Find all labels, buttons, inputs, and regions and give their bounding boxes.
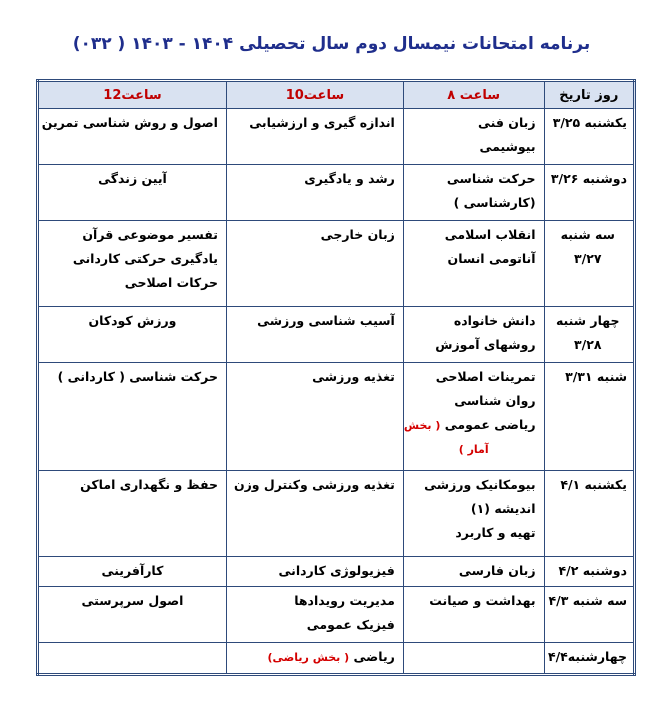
course: تمرینات اصلاحی xyxy=(435,369,536,384)
course: (کارشناسی ) xyxy=(453,195,536,210)
course: دانش خانواده xyxy=(453,313,536,328)
hour-10-cell xyxy=(226,557,403,587)
hour-12-cell xyxy=(38,471,227,557)
hour-10-cell xyxy=(226,363,403,471)
hour-10-cell xyxy=(226,471,403,557)
course: حرکت شناسی xyxy=(446,171,536,186)
course: زبان خارجی xyxy=(320,227,395,242)
day-text: یکشنبه ۳/۲۵ xyxy=(552,115,627,130)
course: اندازه گیری و ارزشیابی xyxy=(249,115,395,130)
day-text: چهار شنبه xyxy=(555,313,620,328)
hour-12-cell xyxy=(38,307,227,363)
header-row xyxy=(38,81,635,109)
hour-8-cell xyxy=(403,109,544,165)
course: حرکات اصلاحی xyxy=(124,275,218,290)
table-row xyxy=(38,587,635,643)
course: روشهای آموزش xyxy=(435,337,536,352)
hour-10-cell xyxy=(226,307,403,363)
course: بهداشت و صیانت xyxy=(429,593,536,608)
hour-12-cell xyxy=(38,557,227,587)
page-title: برنامه امتحانات نیمسال دوم سال تحصیلی ۱۴۰۴ - ۱۴۰۳ ( ۰۳۲) xyxy=(72,34,591,54)
header-hour-10: ساعت10 xyxy=(226,81,403,109)
table-row xyxy=(38,471,635,557)
course-with-note xyxy=(235,645,395,670)
hour-8-cell xyxy=(403,587,544,643)
day-cell xyxy=(544,109,634,165)
course: حفظ و نگهداری اماکن xyxy=(80,477,218,492)
hour-12-cell xyxy=(38,221,227,307)
course: آسیب شناسی ورزشی xyxy=(257,313,395,328)
day-text: یکشنبه ۴/۱ xyxy=(560,477,627,492)
header-hour-8: ساعت ۸ xyxy=(403,81,544,109)
course: تهیه و کاربرد xyxy=(455,525,536,540)
hour-8-cell xyxy=(403,221,544,307)
hour-8-cell xyxy=(403,165,544,221)
course: تغذیه ورزشی وکنترل وزن xyxy=(233,477,395,492)
hour-10-cell xyxy=(226,109,403,165)
day-cell xyxy=(544,557,634,587)
note: آمار ) xyxy=(458,443,489,456)
hour-12-cell xyxy=(38,363,227,471)
note: ( بخش ریاضی) xyxy=(267,651,350,664)
day-text: سه شنبه ۴/۳ xyxy=(548,593,627,608)
header-hour-12: ساعت12 xyxy=(38,81,227,109)
table-row xyxy=(38,109,635,165)
day-text: ۳/۲۸ xyxy=(574,337,602,352)
hour-12-cell xyxy=(38,165,227,221)
hour-10-cell xyxy=(226,643,403,675)
day-text: چهارشنبه۴/۴ xyxy=(547,649,627,664)
course: کارآفرینی xyxy=(101,563,164,578)
course: اصول و روش شناسی تمرین xyxy=(41,115,218,130)
day-cell xyxy=(544,363,634,471)
course: فیزیولوژی کاردانی xyxy=(278,563,395,578)
day-cell xyxy=(544,471,634,557)
day-cell xyxy=(544,221,634,307)
course-with-note xyxy=(403,413,536,438)
course: حرکت شناسی ( کاردانی ) xyxy=(57,369,218,384)
course: تغذیه ورزشی xyxy=(312,369,395,384)
course: ریاضی xyxy=(353,649,395,664)
hour-12-cell xyxy=(38,643,227,675)
hour-8-cell xyxy=(403,643,544,675)
hour-8-cell xyxy=(403,471,544,557)
course: مدیریت رویدادها xyxy=(294,593,395,608)
table-row xyxy=(38,363,635,471)
table-row xyxy=(38,165,635,221)
hour-12-cell xyxy=(38,109,227,165)
day-cell xyxy=(544,643,634,675)
course: اندیشه (۱) xyxy=(470,501,536,516)
day-cell xyxy=(544,165,634,221)
hour-10-cell xyxy=(226,587,403,643)
course: ورزش کودکان xyxy=(88,313,177,328)
table-row xyxy=(38,307,635,363)
hour-8-cell xyxy=(403,363,544,471)
day-cell xyxy=(544,587,634,643)
day-text: سه شنبه xyxy=(560,227,615,242)
hour-10-cell xyxy=(226,221,403,307)
course: انقلاب اسلامی xyxy=(444,227,536,242)
course: بیوشیمی xyxy=(479,139,536,154)
course: روان شناسی xyxy=(454,393,536,408)
hour-8-cell xyxy=(403,557,544,587)
course: زبان فنی xyxy=(478,115,536,130)
day-text: دوشنبه ۳/۲۶ xyxy=(550,171,627,186)
day-text: ۳/۲۷ xyxy=(574,251,602,266)
hour-10-cell xyxy=(226,165,403,221)
course: آیین زندگی xyxy=(98,171,167,186)
table-row xyxy=(38,557,635,587)
exam-schedule-table xyxy=(36,79,636,676)
day-text: دوشنبه ۴/۲ xyxy=(558,563,627,578)
hour-12-cell xyxy=(38,587,227,643)
day-cell xyxy=(544,307,634,363)
course: یادگیری حرکتی کاردانی xyxy=(72,251,218,266)
course: آناتومی انسان xyxy=(447,251,536,266)
course: فیزیک عمومی xyxy=(306,617,395,632)
course: ریاضی عمومی xyxy=(444,417,536,432)
table-row xyxy=(38,221,635,307)
course: تفسیر موضوعی قرآن xyxy=(82,227,218,242)
course: بیومکانیک ورزشی xyxy=(424,477,536,492)
note: ( بخش xyxy=(403,419,441,432)
course: زبان فارسی xyxy=(458,563,536,578)
hour-8-cell xyxy=(403,307,544,363)
table-row xyxy=(38,643,635,675)
header-day: روز تاریخ xyxy=(544,81,634,109)
course: اصول سرپرستی xyxy=(81,593,184,608)
day-text: شنبه ۳/۳۱ xyxy=(565,369,627,384)
course: رشد و یادگیری xyxy=(304,171,395,186)
